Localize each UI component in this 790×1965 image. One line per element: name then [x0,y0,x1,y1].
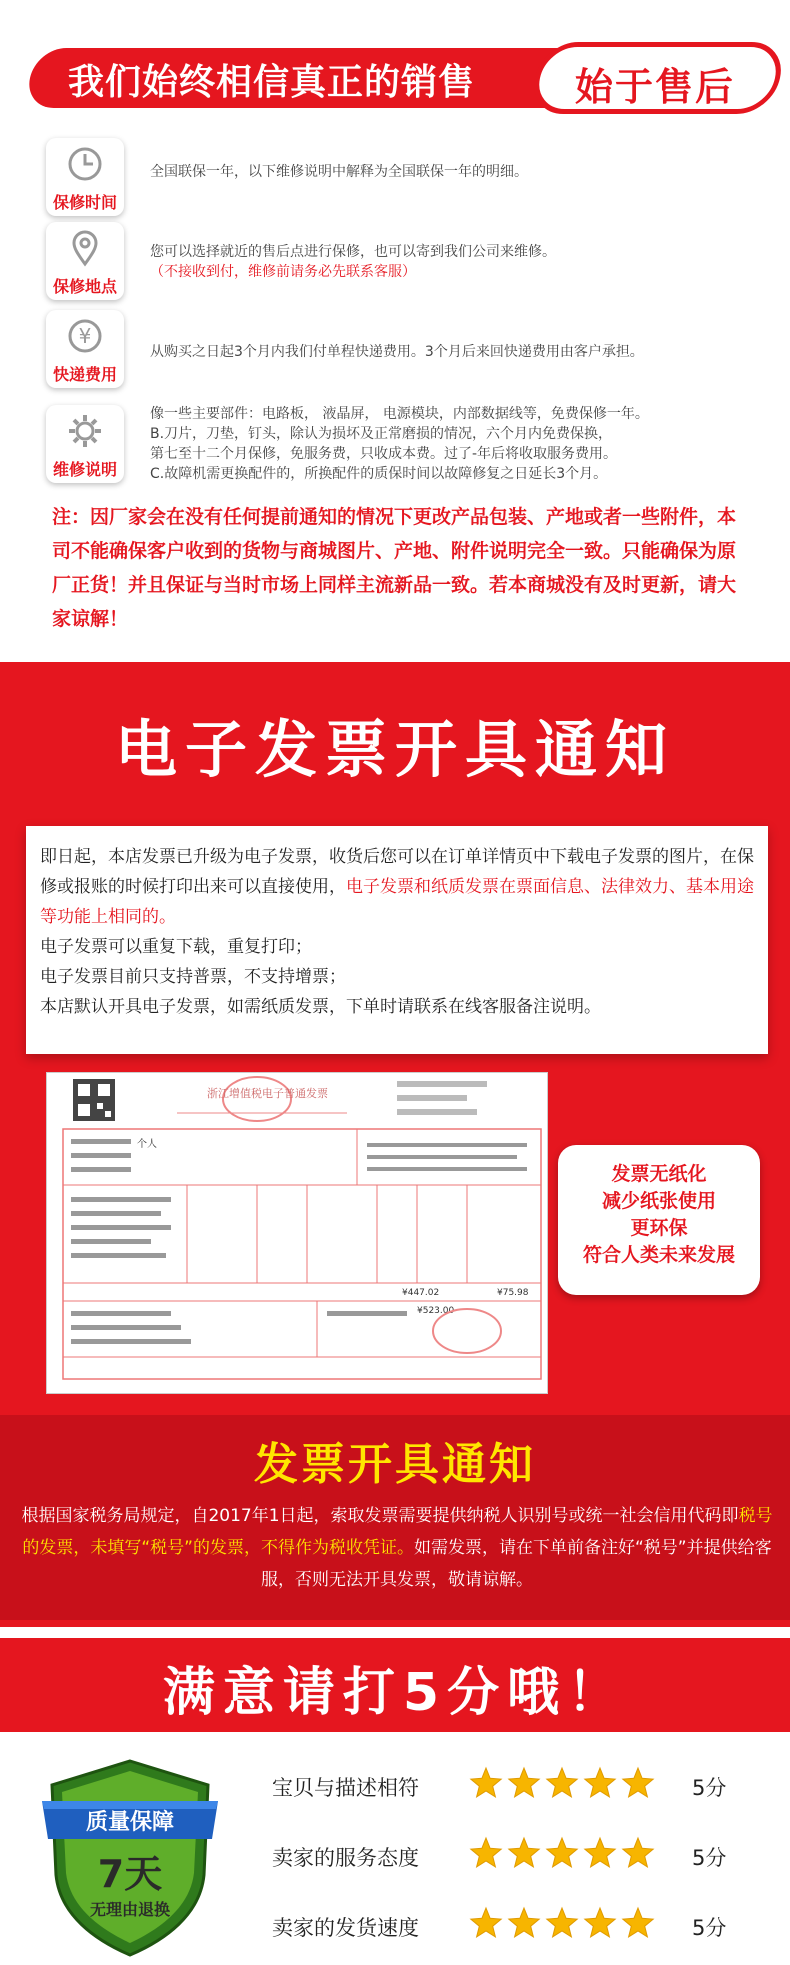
shield-icon [40,1755,220,1960]
star-rating[interactable] [468,1836,668,1876]
badge-bottom-text: 无理由退换 [89,1900,171,1919]
location-pin-icon [65,228,105,268]
badge-top-text: 质量保障 [85,1810,175,1835]
rating-row-description [272,1766,752,1806]
gear-icon [65,411,105,451]
rating-row-service [272,1836,752,1876]
svg-text:¥: ¥ [78,324,92,348]
stars-svg [468,1906,668,1942]
paperless-bubble [558,1145,760,1295]
invoice-buyer-text: 个人 [137,1139,157,1150]
invoice-notice-text [18,1500,776,1596]
bubble-line: 减少纸张使用 [601,1190,716,1212]
einvoice-title: 电子发票开具通知 [114,713,675,786]
star-icon [471,1908,501,1937]
invoice-total-b: ¥75.98 [497,1288,529,1298]
notice-highlight: 税号的发票，未填写“税号”的发票，不得作为税收凭证。 [22,1506,773,1558]
shipping-fee-card [46,310,124,388]
notice-line: 电子发票可以重复下载，重复打印； [40,937,312,957]
rating-score: 5分 [692,1916,727,1940]
notice-line: 电子发票目前只支持普票，不支持增票； [40,967,346,987]
star-rating[interactable] [468,1906,668,1946]
star-icon [509,1908,539,1937]
service-desc-line: 从购买之日起3个月内我们付单程快递费用。3个月后来回快递费用由客户承担。 [150,344,644,360]
service-desc [150,404,770,484]
warranty-location-card [46,222,124,300]
banner-left-text: 我们始终相信真正的销售 [68,62,476,103]
banner-right-text: 始于售后 [575,65,736,109]
notice-paragraph [40,842,754,932]
notice-highlight: 电子发票和纸质发票在票面信息、法律效力、基本用途等功能上相同的。 [40,877,754,927]
star-icon [471,1768,501,1797]
service-desc-line: 您可以选择就近的售后点进行保修，也可以寄到我们公司来维修。 [150,244,556,260]
warranty-time-card [46,138,124,216]
rating-title: 满意请打5分哦！ [162,1663,628,1723]
invoice-stamp [433,1309,501,1353]
rating-label: 卖家的发货速度 [272,1916,419,1940]
service-desc-line: 像一些主要部件：电路板， 液晶屏， 电源模块，内部数据线等，免费保修一年。 [150,406,649,422]
bubble-line: 发票无纸化 [611,1163,707,1185]
invoice-sample-image [46,1072,548,1394]
notice-text: 如需发票，请在下单前备注好“税号”并提供给客服，否则无法开具发票，敬请谅解。 [261,1538,772,1590]
invoice-header-text: 浙江增值税电子普通发票 [207,1087,328,1100]
star-icon [585,1768,615,1797]
star-icon [623,1908,653,1937]
disclaimer-note: 注：因厂家会在没有任何提前通知的情况下更改产品包装、产地或者一些附件，本司不能确保客户收到的货物与商城图片、产地、附件说明完全一致。只能确保为原厂正货！并且保证与当时市场上同样主流新品一致。若本商城没有及时更新，请大家谅解！ [52,506,737,630]
slogan-banner [30,42,760,114]
rating-row-delivery [272,1906,752,1946]
star-icon [547,1908,577,1937]
invoice-illustration [47,1073,549,1395]
stars-svg [468,1766,668,1802]
notice-text: 根据国家税务局规定，自2017年1日起，索取发票需要提供纳税人识别号或统一社会信用代码即 [21,1506,739,1526]
clock-icon [65,144,105,184]
einvoice-notice-box [26,826,768,1054]
service-desc [150,242,770,282]
invoice-total-a: ¥447.02 [402,1288,440,1298]
rating-score: 5分 [692,1846,727,1870]
rating-label: 卖家的服务态度 [272,1846,419,1870]
service-desc [150,162,770,182]
badge-days-text: 7天 [97,1852,163,1896]
star-icon [585,1908,615,1937]
rating-label: 宝贝与描述相符 [272,1776,419,1800]
bubble-line: 更环保 [630,1217,688,1239]
notice-line: 本店默认开具电子发票，如需纸质发票，下单时请联系在线客服备注说明。 [40,997,601,1017]
star-icon [509,1768,539,1797]
service-desc-line: 第七至十二个月保修，免服务费，只收成本费。过了-年后将收取服务费用。 [150,446,618,462]
service-label: 维修说明 [52,460,117,479]
yen-icon [65,316,105,356]
stars-svg [468,1836,668,1872]
service-desc-line: 全国联保一年，以下维修说明中解释为全国联保一年的明细。 [150,164,528,180]
star-icon [623,1838,653,1867]
rating-score: 5分 [692,1776,727,1800]
star-icon [547,1838,577,1867]
invoice-total-c: ¥523.00 [417,1306,455,1316]
star-rating[interactable] [468,1766,668,1806]
star-icon [623,1768,653,1797]
invoice-notice-title: 发票开具通知 [254,1439,536,1490]
star-icon [547,1768,577,1797]
repair-notes-card [46,405,124,483]
star-icon [509,1838,539,1867]
service-desc-line: B.刀片，刀垫，钉头，除认为损坏及正常磨损的情况，六个月内免费保换， [150,426,613,442]
notice-text: 即日起，本店发票已升级为电子发票，收货后您可以在订单详情页中下载电子发票的图片，在保修或报账的时候打印出来可以直接使用， [40,847,754,897]
service-desc [150,342,780,362]
service-warning-line: （不接收到付，维修前请务必先联系客服） [150,264,416,280]
star-icon [471,1838,501,1867]
quality-shield-badge [40,1755,220,1960]
service-desc-line: C.故障机需更换配件的，所换配件的质保时间以故障修复之日延长3个月。 [150,466,608,482]
service-label: 保修时间 [52,193,117,212]
bubble-line: 符合人类未来发展 [582,1244,735,1266]
service-label: 保修地点 [52,277,117,296]
service-label: 快递费用 [52,365,117,384]
star-icon [585,1838,615,1867]
